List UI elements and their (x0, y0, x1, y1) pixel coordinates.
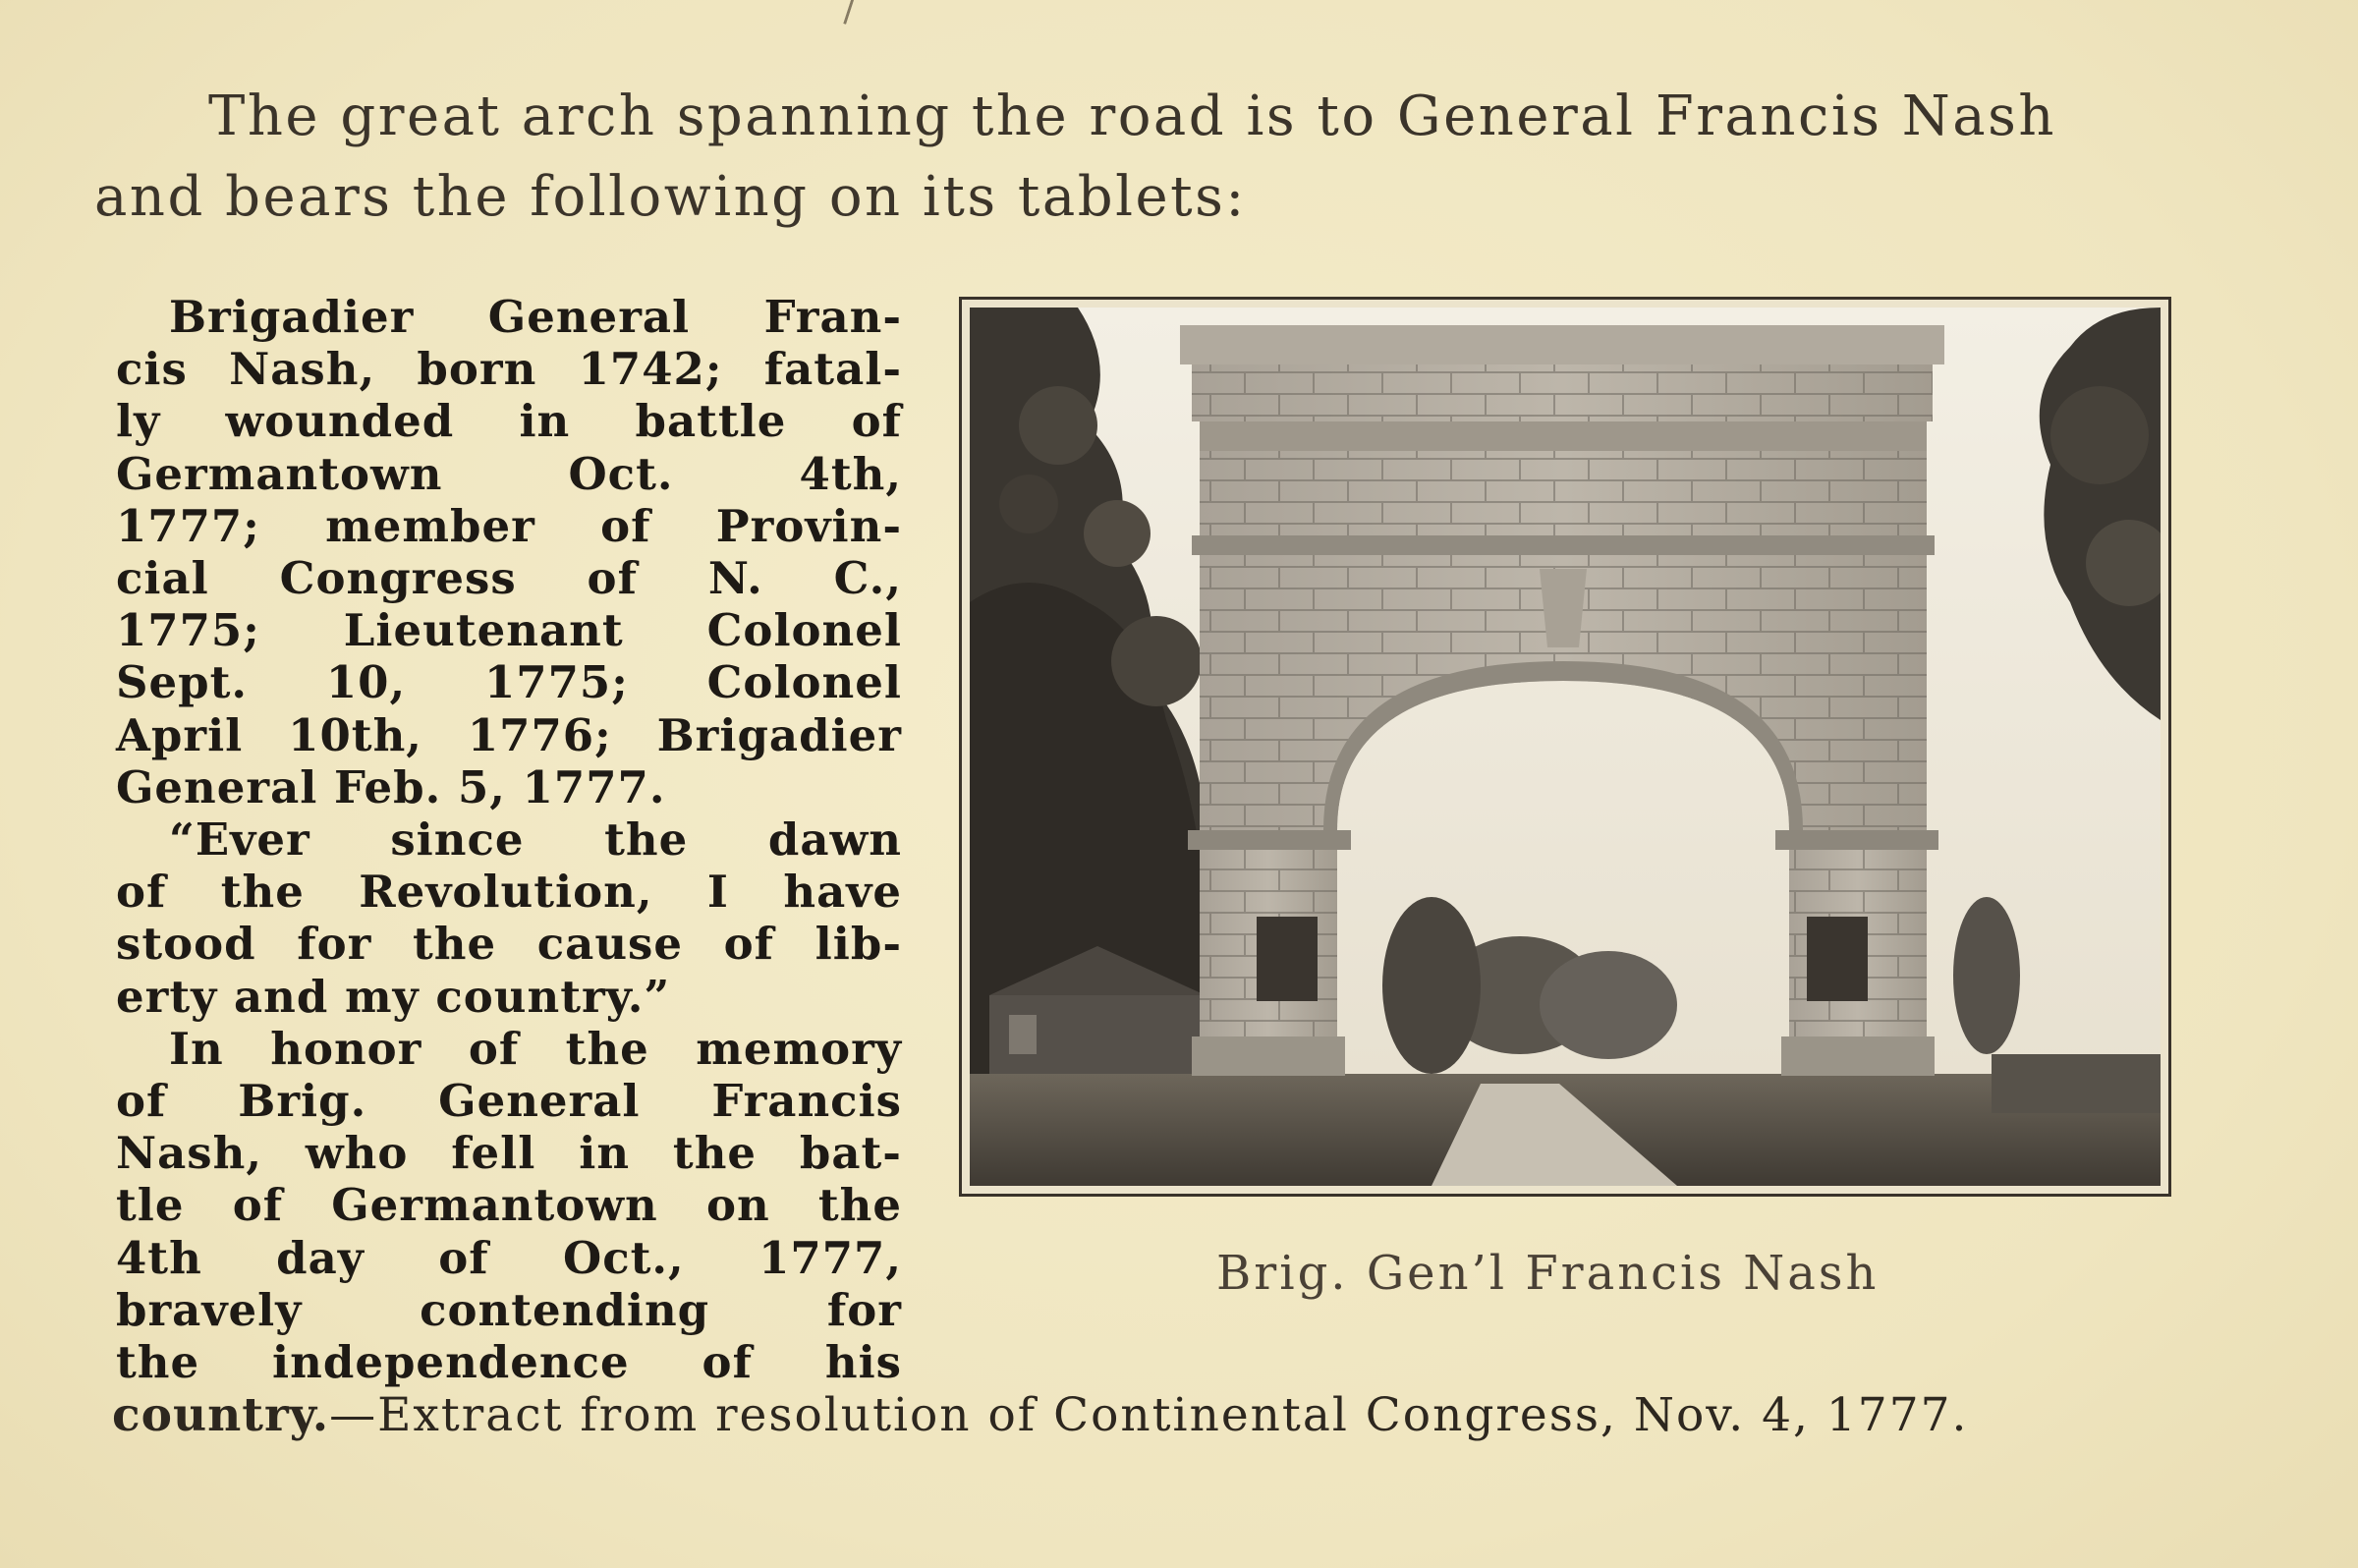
intro-paragraph (94, 77, 2207, 238)
inscription-line: stood for the cause of lib- (116, 918, 902, 971)
resolution-citation (112, 1387, 2185, 1444)
inscription-line: of the Revolution, I have (116, 866, 902, 919)
inscription-line: Sept. 10, 1775; Colonel (116, 656, 902, 709)
arch-photograph (959, 297, 2171, 1197)
intro-line-1: The great arch spanning the road is to General Francis Nash (208, 84, 2056, 148)
intro-line-2: and bears the following on its tablets: (94, 165, 1247, 229)
photo-caption: Brig. Gen’l Francis Nash (1216, 1246, 1880, 1301)
inscription-line: bravely contending for (116, 1283, 902, 1336)
tablet-inscription (116, 291, 902, 1388)
print-mark (843, 0, 860, 27)
inscription-line: Brigadier General Fran- (169, 291, 902, 343)
inscription-line: the independence of his (116, 1336, 902, 1389)
inscription-line: 4th day of Oct., 1777, (116, 1231, 902, 1284)
citation-lead-word: country. (112, 1388, 330, 1442)
inscription-line: 1777; member of Provin- (116, 499, 902, 552)
arch-photo-image (970, 308, 2161, 1186)
inscription-line: Nash, who fell in the bat- (116, 1127, 902, 1180)
inscription-line: “Ever since the dawn (169, 813, 902, 867)
inscription-line: ly wounded in battle of (116, 395, 902, 448)
inscription-line: General Feb. 5, 1777. (116, 760, 666, 813)
inscription-line: tle of Germantown on the (116, 1179, 902, 1232)
inscription-line: cial Congress of N. C., (116, 552, 902, 605)
inscription-line: 1775; Lieutenant Colonel (116, 604, 902, 657)
inscription-line: Germantown Oct. 4th, (116, 447, 902, 500)
inscription-line: In honor of the memory (169, 1022, 902, 1075)
citation-text: —Extract from resolution of Continental Congress, Nov. 4, 1777. (329, 1388, 1969, 1442)
inscription-line: cis Nash, born 1742; fatal- (116, 343, 902, 396)
inscription-line: of Brig. General Francis (116, 1075, 902, 1128)
inscription-line: April 10th, 1776; Brigadier (116, 708, 902, 761)
inscription-line: erty and my country.” (116, 970, 671, 1023)
